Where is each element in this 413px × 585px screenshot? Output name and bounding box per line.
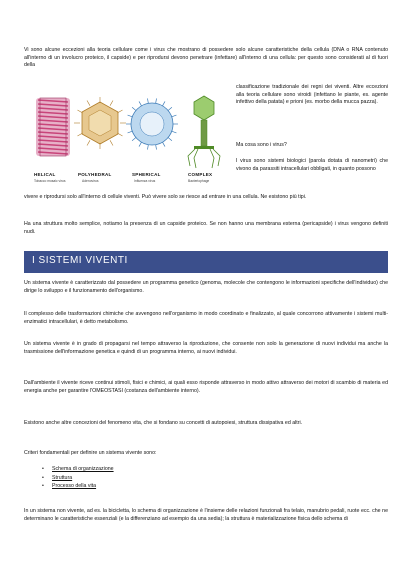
bullet-icon: • (42, 466, 44, 472)
criteria-text: Struttura (52, 474, 73, 481)
virus-type-label: HELICAL (34, 172, 56, 177)
list-item (42, 482, 114, 491)
body-paragraph: Dall'ambiente il vivente riceve continui stimoli, fisici e chimici, ai quali esso risponde attraverso in modo attivo attraverso dei motori di scambio di materia ed energia anche per garantire l'OMEOSTASI (costanza dell'ambiente interno). (24, 380, 388, 394)
virus-type-label: POLYHEDRAL (78, 172, 112, 177)
complex-virus-illustration (188, 96, 220, 168)
virus-types-figure (28, 92, 228, 192)
virus-caption: Adenovirus (82, 179, 99, 183)
criteria-list (42, 465, 114, 491)
bullet-icon: • (42, 474, 44, 481)
intro-paragraph-continued: classificazione tradizionale dei regni dei viventi. Altre eccezioni alla teoria cellulare sono viroidi (infettano le piante, es. agente infettivo della patata) e prioni (es. morbo della mucca pazza). (236, 84, 388, 106)
helical-virus-illustration (36, 98, 70, 156)
list-item (42, 465, 114, 474)
bullet-icon: • (42, 483, 44, 489)
virus-illustrations (28, 92, 228, 174)
virus-structure-paragraph: Ha una struttura molto semplice, notiamo la presenza di un capside proteico. Se non hanno una membrana esterna (pericapside) i virus vengono definiti nudi. (24, 221, 388, 235)
virus-caption: Tobacco mosaic virus (34, 179, 66, 183)
virus-caption: Influenza virus (134, 179, 156, 183)
body-paragraph: In un sistema non vivente, ad es. la bicicletta, lo schema di organizzazione è l'insieme delle relazioni funzionali fra telaio, manubrio pedali, ruote ecc. che ne determinano le caratteristiche essenziali (e la differenziano ad esempio da una sedia); la struttura è materializzazione fisica dello schema di (24, 508, 388, 522)
intro-paragraph: Vi sono alcune eccezioni alla teoria cellulare come i virus che mostrano di possedere solo alcune caratteristiche della cellula (DNA o RNA contenuto all'interno di un involucro proteico, il capside) e per riprodursi devono penetrare (infettare) all'interno di una cellula: per questo sono considerati al di fuori della (24, 47, 388, 69)
criteria-text: Processo della vita (52, 483, 97, 489)
criteria-intro: Criteri fondamentali per definire un sistema vivente sono: (24, 450, 157, 456)
list-item (42, 474, 114, 483)
body-paragraph: Esistono anche altre concezioni del fenomeno vita, che si fondano su concetti di autopoiesi, struttura dissipativa ed altri. (24, 420, 303, 426)
virus-type-label: SPHERICAL (132, 172, 161, 177)
spherical-virus-illustration (126, 98, 178, 149)
question-line: Ma cosa sono i virus? (236, 142, 287, 148)
polyhedral-virus-illustration (74, 97, 126, 149)
body-paragraph: Un sistema vivente è caratterizzato dal possedere un programma genetico (genoma, molecole che contengono le informazioni specifiche dell'individuo) che dirige lo sviluppo e il funzionamento dell'organismo. (24, 280, 388, 294)
section-banner (24, 251, 388, 273)
criteria-text: Schema di organizzazione (52, 466, 114, 472)
virus-type-label: COMPLEX (188, 172, 213, 177)
section-title: I SISTEMI VIVENTI (32, 255, 128, 266)
virus-definition-full: vivere e riprodursi solo all'interno di cellule viventi. Può vivere solo se riesce ad entrare in una cellula. Ne esistono più tipi. (24, 194, 307, 200)
body-paragraph: Un sistema vivente è in grado di propagarsi nel tempo attraverso la riproduzione, che consente non solo la generazione di nuovi individui ma anche la trasmissione dell'informazione genetica e quindi di un programma interno, ai nuovi individui. (24, 341, 388, 355)
virus-definition-right: I virus sono sistemi biologici (parola dotata di nanometri) che vivono da parassiti intracellulari obbligati, in quanto possono (236, 158, 388, 172)
body-paragraph: Il complesso delle trasformazioni chimiche che avvengono nell'organismo in modo coordinato e finalizzato, al quale concorrono attivamente i sistemi multi-enzimatici intracellulari, è detto metabolismo. (24, 311, 388, 325)
virus-caption: Bacteriophage (188, 179, 210, 183)
